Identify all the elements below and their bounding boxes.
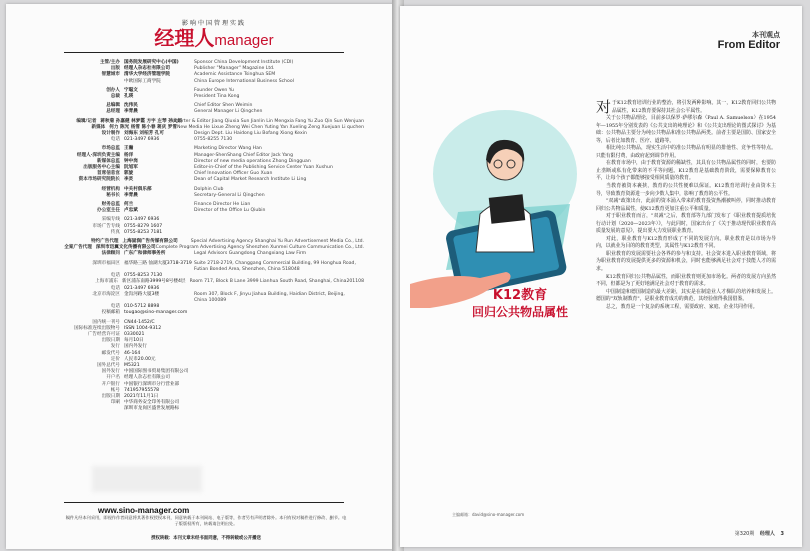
masthead-name-cn: 何兰 (124, 202, 134, 208)
article-paragraph: 关于公共物品理论，目前多以保罗·萨缪尔森（Paul A. Samuelson）在1954年—1955年分别发表的《公共支出的纯理论》和《公共支出理论的图式探讨》为基础：公共物品主要分为纯公共物品和准公共物品两类。前者主要是国防、国家安全等，后者比如教育、医疗、道路等。 (596, 115, 776, 144)
masthead-role: 主管/主办 (99, 60, 120, 65)
masthead-name-cn: 阮旭军 (124, 165, 138, 171)
masthead-name-en: Finance Director He Lian (194, 202, 251, 208)
masthead-name-en: Dolphin Club (194, 186, 224, 192)
masthead-role: 开户名 (106, 375, 120, 381)
masthead-role: 出版服务中心主编 (83, 165, 120, 171)
footer-magazine: 经理人 (759, 531, 775, 537)
masthead-role: 设计制作 (101, 131, 120, 137)
masthead-name-cn: 郭旋 (124, 171, 134, 177)
masthead-role: 邮发代号 (101, 350, 120, 356)
masthead-role: 开户银行 (101, 381, 120, 387)
masthead-role: 经营机构 (101, 186, 120, 192)
masthead-name-cn: 国内外发行 (124, 344, 147, 350)
masthead-role: 市场总监 (101, 146, 120, 152)
masthead-name-en: China 100089 (194, 297, 227, 303)
masthead-role: 印刷 (110, 400, 120, 406)
section-title-en: From Editor (717, 39, 780, 51)
masthead-role: 国内统一刊号 (92, 319, 120, 325)
issue-number: 第320期 (734, 531, 755, 537)
masthead-role: 市场广告专线 (92, 223, 120, 229)
masthead-name-cn: M5321 (124, 362, 140, 368)
article-paragraph: 对于职业教育而言，"双减"之后，教育部等九部门发布了《职业教育提质培优行动计划（2020—2023年）》，与此同时，国家出台了《关于推动现代职业教育高质量发展的意见》，提出要大力发展职业教育。 (596, 213, 776, 235)
masthead-name-cn: 0755-8253 7181 (124, 229, 163, 235)
headline-line-2: 回归公共物品属性 (471, 305, 568, 319)
page-number: 3 (780, 531, 784, 537)
book-icon (489, 194, 526, 223)
logo-wordmark (154, 27, 274, 52)
article-paragraph: 在教育市场中，由于教育资源的稀缺性，其具有公共物品属性的同时，也要防止垄断或私有化带来的不平等问题。K12教育是基础教育阶段，需要保障教育公平，让每个孩子都能够接受相同质量的教育。 (596, 160, 776, 182)
masthead-name-cn: 何力 陈光 杨雪 陈小春 蒋庆 罗雪 (109, 124, 177, 130)
masthead-name-en: Reporter & Editor Jiang Qiuxia Sun Jianlin Lin Mengxia Fang Yu Zuo Qin Sun Wenjuan (170, 118, 364, 124)
masthead-name-cn: CN44-1452/C (124, 319, 155, 325)
masthead-name-cn: 李青晨 (124, 109, 138, 115)
masthead-name-cn: 人民币20.00元 (124, 356, 156, 362)
masthead-name-cn: 李灵 (124, 177, 134, 183)
headline-line-1: K12教育 (492, 288, 548, 303)
article-paragraph: 对于K12教育培训行业的整治，将引发两种影响。其一，K12教育回归公共物品属性，K12教育要保持其社会公平属性。 (596, 98, 776, 116)
article-headline (460, 288, 580, 320)
masthead-role: 资本市场研究院院长 (78, 177, 120, 183)
masthead-name-en: Dean of Capital Market Research Institute Li Ling (194, 177, 307, 183)
masthead-name-cn: 0755-8279 1607 (124, 223, 163, 229)
masthead-name-cn: 深圳市迅翼文化传播有限公司 (95, 245, 156, 251)
masthead-role: 广告经营许可证 (87, 331, 120, 337)
masthead-name-cn: 宁聪文 (124, 87, 138, 93)
masthead-name-cn: 金沟河路大厦3楼 (124, 291, 160, 297)
masthead-role: 深圳市福田区 (92, 260, 120, 266)
masthead-name-cn: 卢忠斌 (124, 208, 138, 214)
top-divider (64, 52, 344, 53)
page-footer (735, 530, 784, 537)
masthead-role: 北京市海淀区 (92, 291, 120, 297)
masthead-name-cn: 广东广和律师事务所 (124, 251, 166, 257)
masthead-name-cn: 上海固润广告传媒有限公司 (122, 239, 178, 245)
masthead-name-en: Director of new media operations Zhong Dingguan (194, 158, 311, 164)
masthead-name-cn: 中欧国际工商学院 (124, 78, 161, 84)
masthead-name-en: Suite 2718-2719, Changgang Commercial Building, 99 Honghua Road, (194, 260, 356, 266)
masthead-name-cn: 46-164 (124, 350, 141, 356)
masthead-role: 国际标准连续出版物号 (74, 325, 120, 331)
masthead-name-cn: 2021年11月1日 (124, 393, 159, 399)
masthead-role: 经理人·深圳负责主编 (76, 152, 120, 158)
masthead-name-en: Manager-ShenShang Chief Editor Jack Yang (194, 152, 293, 158)
masthead-name-cn: 经理人杂志社有限公司 (124, 66, 170, 72)
masthead-role: 编辑/记者 (76, 118, 97, 124)
masthead-name-cn: tougao@sino-manager.com (124, 310, 188, 316)
masthead-role: 发行 (110, 344, 120, 350)
masthead-name-en: Founder Owen Yu (194, 87, 234, 93)
article-paragraph: K12教育回归公共物品属性，而职业教育则更加市场化。两者的发展方向虽然不同，但都是为了更好地满足社会对于教育的需求。 (596, 273, 776, 288)
masthead-role: 新媒体 (91, 124, 106, 130)
masthead-role: 电话 (110, 273, 120, 279)
section-title-cn: 本刊观点 (752, 31, 780, 39)
blurred-region (92, 466, 202, 492)
masthead-role: 电话 (110, 137, 120, 143)
logo-cn: 经理人 (154, 26, 215, 50)
masthead-name-cn: 福华路三路 仙湖大厦3718-3719 (124, 260, 192, 266)
masthead-name-cn: 深圳市龙岗区盛世发展路标 (124, 406, 180, 412)
masthead-role: 总裁 (110, 94, 120, 100)
masthead-name-en: Legal Advisors Guangdong Changxiang Law Firm (194, 251, 307, 257)
masthead-name-en: New Media He Lixue Zheng Wei Chen Yuting Yan Xueling Zeng Xuejuan Li quchen (176, 124, 364, 130)
masthead-row (64, 406, 364, 412)
masthead-name-cn: 王瀚 (124, 146, 134, 152)
masthead-role: 上海市浦东 (95, 279, 119, 285)
masthead-role: 国外总代号 (97, 362, 120, 368)
masthead-name-cn: 中国国际图书贸易集团有限公司 (124, 369, 189, 375)
masthead-list (64, 60, 364, 413)
masthead-name-en: Publisher "Manager" Magazine Ltd. (194, 66, 275, 72)
logo-en: manager (214, 32, 274, 49)
masthead-role: 总经理 (106, 109, 120, 115)
masthead-name-cn: 沈伟民 (124, 103, 138, 109)
masthead-role: 定价 (110, 356, 120, 362)
masthead-name-en: Secretary-General Li Qingchen (194, 192, 265, 198)
masthead-role: 传真 (110, 229, 120, 235)
masthead-name-cn: 孔瑛 (124, 94, 134, 100)
logo-tagline: 影响中国管理实践 (181, 20, 246, 27)
masthead-name-cn: 741957955578 (124, 387, 160, 393)
masthead-name-cn: 010-5712 8898 (124, 304, 160, 310)
masthead-name-cn: 刘海东 刘柏芳 孔可 (124, 131, 164, 137)
article-body (596, 100, 776, 311)
masthead-name-cn: 蒋秋菊 孙嘉健 林梦霞 方宇 左琴 孙文娟 (100, 118, 182, 124)
masthead-name-cn: 0330021 (124, 331, 145, 337)
masthead-role: 财务总监 (101, 202, 120, 208)
masthead-name-en: Room 307, Block F, Jinyu Jiahua Building, Haidian District, Beijing, (194, 291, 345, 297)
masthead-name-en: Director of the Office Lu Qiubin (194, 208, 266, 214)
masthead-page (6, 4, 394, 549)
masthead-role (64, 79, 124, 85)
masthead-name-cn: 中国银行深圳市分行营业部 (124, 381, 180, 387)
reprint-notice: 授权转载：本刊文章未经书面同意，不得转载或公开播送 (151, 536, 261, 541)
masthead-name-cn: 钟中岗 (124, 158, 138, 164)
masthead-role (64, 406, 124, 412)
masthead-name-cn: 新区浦东南路3999号8号楼4层 (122, 279, 186, 285)
masthead-name-cn: 李青晨 (124, 192, 138, 198)
masthead-name-en: Chief Editor Shen Weimin (194, 103, 253, 109)
masthead-name-en: Futian Bonded Area, Shenzhen, China 518048 (194, 266, 300, 272)
masthead-name-en: Academic Assistance Tsinghua SEM (194, 72, 276, 78)
masthead-role: 特约广告代理 (90, 239, 119, 245)
masthead-role: 首席信息官 (97, 171, 120, 177)
copyright-notice: 稿件凡经本刊采用，即视作作者同意将其著作权授权本刊，同意转载于本刊网站、电子版等，作者另有声明者除外。本刊有权对稿件进行修改、删节。电子版版权所有，转载请注明出处。 (65, 515, 347, 526)
masthead-role: 总编辑 (106, 103, 120, 109)
masthead-name-cn: 021-3497 6936 (124, 285, 160, 291)
masthead-role: 国外发行 (101, 369, 120, 375)
masthead-name-cn: 021-3497 6936 (124, 217, 160, 223)
masthead-role: 创办人 (106, 87, 120, 93)
masthead-name-cn: 021-3497 6936 (124, 137, 160, 143)
article-paragraph: 总之，教育是一个复杂的系统工程，需要政府、家庭、企业共同作用。 (606, 303, 758, 310)
masthead-name-en: Room 717, Block B Lane 3999 Lianhua South Road, Shanghai, China201108 (189, 279, 364, 285)
article-paragraph: 对此，职业教育与K12教育形成了不同的发展方向。职业教育是以市场为导向，以就业为目的的教育类型，其属性与K12教育不同。 (596, 235, 776, 250)
masthead-role: 出版日期 (101, 338, 120, 344)
website-url[interactable]: www.sino-manager.com (98, 506, 190, 515)
magazine-logo (154, 18, 274, 52)
masthead-name-en: Editor-in-Chief of the Publishing Service Center Yuan Xushun (194, 165, 333, 171)
masthead-role: 全案广告代理 (64, 245, 92, 251)
masthead-name-en: President Tina Kong (194, 94, 240, 100)
masthead-name-en: General Manager Li Qingchen (194, 109, 263, 115)
masthead-role: 新媒体总监 (97, 158, 120, 164)
masthead-name-en: Complete Program Advertising Agency Shenzhen Xunmei Culture Communication Co., Ltd. (155, 245, 364, 251)
masthead-role: 出版 (110, 66, 120, 72)
masthead-name-cn: 国务院发展研究中心(中国) (124, 60, 179, 65)
masthead-name-cn: 清华大学经济管理学院 (124, 72, 170, 78)
article-paragraph: 职业教育的发展需要社会各界的参与和支持。社会资本进入职业教育领域，将为职业教育的发展提供更多的资源和机会，同时也能够满足社会对于技能人才的需求。 (596, 250, 776, 273)
masthead-name-cn: 杨洋 (124, 152, 134, 158)
masthead-name-cn: 经理人杂志社有限公司 (124, 375, 170, 381)
masthead-role: 帐号 (110, 387, 120, 393)
article-paragraph: 相比纯公共物品，现实生活中的准公共物品有明显的排他性、竞争性等特点。只能有限付费，由政府起到调节作用。 (596, 145, 776, 159)
masthead-name-en: Sponsor China Development Institute (CDI) (194, 60, 294, 65)
masthead-name-en: Design Dept. Liu Haidong Liu Bofang Xiong Kexin (194, 131, 307, 137)
article-paragraph: 当教育被资本裹挟，教育的公共性便难以保证。K12教育培训行业由资本主导，导致教育资源进一步向少数人集中，影响了教育的公平性。 (596, 183, 776, 197)
masthead-name-cn: 0755-8253 7130 (124, 273, 163, 279)
masthead-role: 智慧城市 (101, 72, 120, 78)
masthead-name-en: Chief Innovation Officer Guo Xuan (194, 171, 273, 177)
masthead-role: 投稿邮箱 (101, 310, 120, 316)
article-paragraph: 中国制造和德国制造的最大差距，其实是在制造业人才梯队的培养和发展上。德国的"双轨制教育"，是职业教育成功的典范，其经验值得我国借鉴。 (596, 288, 776, 303)
masthead-role: 法律顾问 (101, 251, 120, 257)
masthead-name-cn: 每月10日 (124, 338, 144, 344)
masthead-role: 办公室主任 (97, 208, 120, 214)
masthead-name-en: Marketing Director Wang Han (194, 146, 262, 152)
article-paragraph: "双减"政策出台，此前的资本涌入带来的教育投资热潮被叫停，同时推动教育回归公共物品属性，使K12教育更加注重公平和质量。 (596, 198, 776, 212)
masthead-name-en: China Europe International Business School (194, 78, 294, 84)
masthead-name-cn: ISSN 1004-9312 (124, 325, 162, 331)
masthead-name-cn: 中华商务安全印务有限公司 (124, 400, 180, 406)
masthead-name-en: Special Advertising Agency Shanghai Yu Run Advertisement Media Co., Ltd. (190, 239, 364, 245)
bottom-divider (64, 502, 344, 503)
masthead-role: 电话 (110, 285, 120, 291)
masthead-role: 采编专线 (101, 217, 120, 223)
masthead-role: 电话 (110, 304, 120, 310)
masthead-role: 秘书长 (106, 192, 120, 198)
editorial-page (400, 6, 802, 547)
editor-email: 主编邮箱：david@sino-manager.com (452, 512, 525, 517)
masthead-name-cn: 中关村俱乐部 (124, 186, 152, 192)
masthead-name-en: 0755-8255 7130 (194, 137, 233, 143)
masthead-role: 出版日期 (101, 393, 120, 399)
